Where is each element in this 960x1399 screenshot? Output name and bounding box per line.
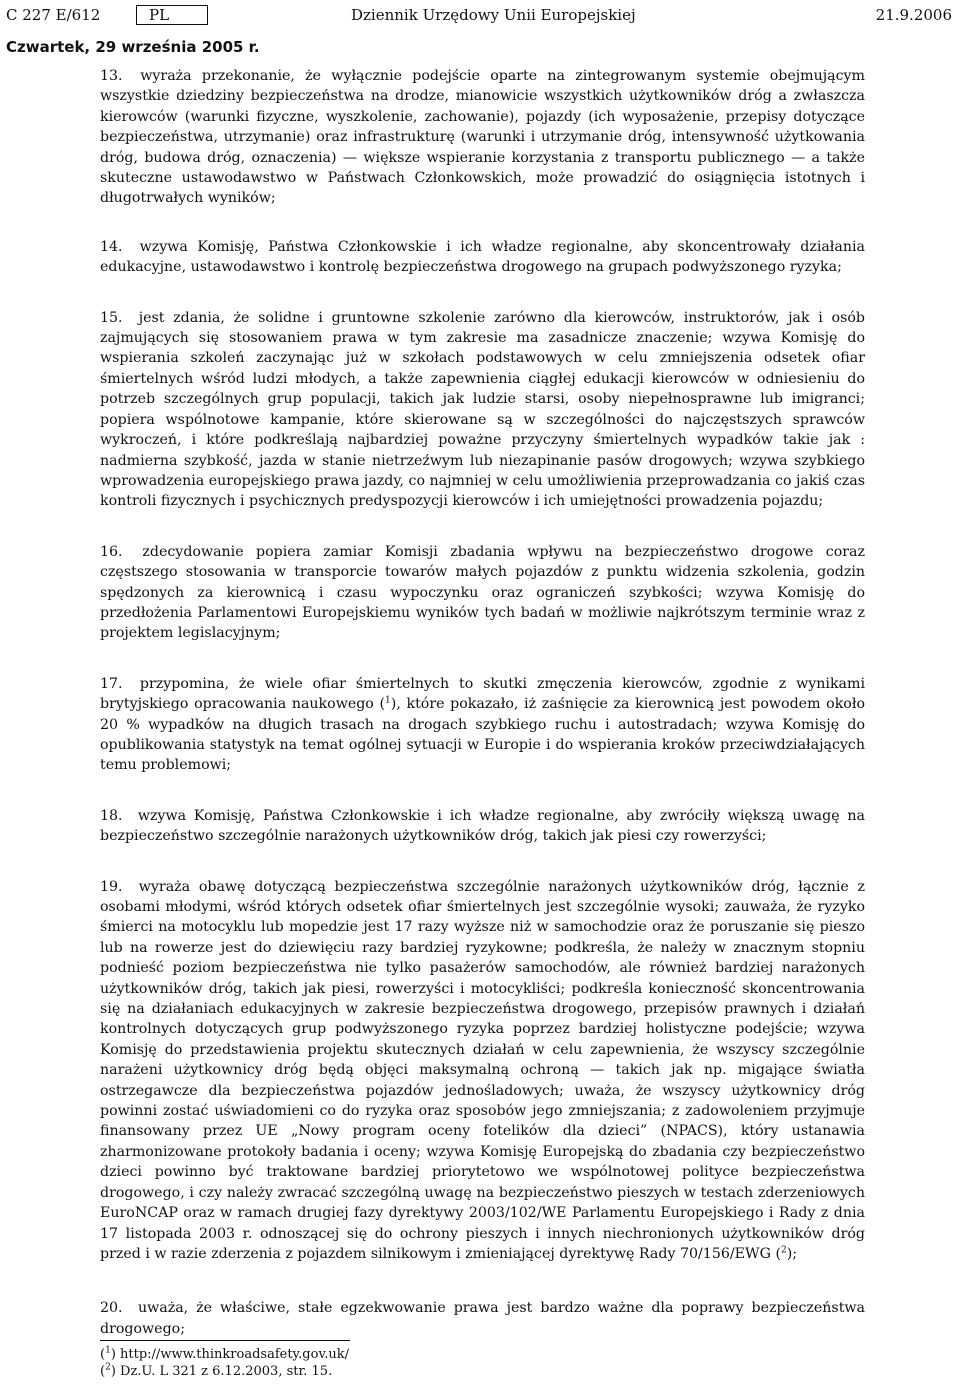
paragraph-text: jest zdania, że solidne i gruntowne szkolenie zarówno dla kierowców, instruktorów, jak i osób zajmujących się stosowaniem prawa w tym zakresie ma zasadnicze znaczenie; wzywa Komisję do wspierania szkoleń zaczynając już w szkołach podstawowych w celu zmniejszenia odsetek ofiar śmiertelnych wśród ludzi młodych, a także zapewnienia ciągłej edukacji kierowców w odniesieniu do potrzeb szczególnych grup populacji, takich jak ludzie starsi, osoby niepełnosprawne lub imigranci; popiera wspólnotowe kampanie, które skierowane są w szczególności do najczęstszych sprawców wykroczeń, i które podkreślają najbardziej poważne przyczyny śmiertelnych wypadków takie jak : nadmierna szybkość, jazda w stanie nietrzeźwym lub niezapinanie pasów drogowych; wzywa szybkiego wprowadzenia europejskiego prawa jazdy, co najmniej w celu umożliwienia przeprowadzania co jakiś czas kontroli fizycznych i psychicznych predyspozycji kierowców i ich umiejętności prowadzenia pojazdu; [100,309,866,510]
header-reference: C 227 E/612 [6,6,101,24]
footnote-reference[interactable]: 1 [385,695,391,706]
paragraph-18 [100,806,865,847]
paragraph-text-before: przypomina, że wiele ofiar śmiertelnych to skutki zmęczenia kierowców, zgodnie z wynikami brytyjskiego opracowania naukowego ( [100,675,865,713]
paragraph-number: 17. [100,675,123,692]
paragraph-text: wyraża przekonanie, że wyłącznie podejście oparte na zintegrowanym systemie obejmującym wszystkie dziedziny bezpieczeństwa na drodze, mianowicie wszystkich użytkowników dróg a zwłaszcza kierowców (warunki fizyczne, wyszkolenie, zachowanie), pojazdy (ich wyposażenie, przepisy dotyczące bezpieczeństwa, utrzymanie) oraz infrastrukturę (warunki i utrzymanie dróg, intensywność użytkowania dróg, budowa dróg, oznaczenia) — większe wspieranie korzystania z transportu publicznego — a także skuteczne ustawodawstwo w Państwach Członkowskich, może prowadzić do osiągnięcia istotnych i długotrwałych wyników; [100,68,865,207]
paragraph-number: 13. [100,68,123,84]
paragraph-13 [100,66,865,209]
paragraph-number: 16. [100,543,123,560]
paragraph-text: wzywa Komisję, Państwa Członkowskie i ich władze regionalne, aby zwróciły większą uwagę na bezpieczeństwo szczególnie narażonych użytkowników dróg, takich jak piesi czy rowerzyści; [100,807,865,845]
footnote-marker: 1 [105,1345,111,1356]
paragraph-text-after: ); [786,1245,798,1262]
footnote-1: ($^1$) http://www.thinkroadsafety.gov.uk/ [100,1345,350,1362]
footnote-reference[interactable]: 2 [780,1245,787,1256]
paragraph-16 [100,542,865,644]
paragraph-text: zdecydowanie popiera zamiar Komisji zbadania wpływu na bezpieczeństwo drogowe coraz częstszego stosowania w transporcie towarów małych pojazdów z punktu widzenia szkolenia, godzin spędzonych za kierownicą i czasu wypoczynku oraz ograniczeń szybkości; wzywa Komisję do przedłożenia Parlamentowi Europejskiemu wyników tych badań w możliwie najkrótszym terminie wraz z projektem legislacyjnym; [100,543,865,642]
paragraph-number: 19. [100,878,123,895]
paragraph-number: 20. [100,1300,123,1317]
header-journal-title: Dziennik Urzędowy Unii Europejskiej [351,6,636,24]
paragraph-19 [100,877,865,1265]
footnote-text: Dz.U. L 321 z 6.12.2003, str. 15. [120,1364,333,1379]
footnote-divider [100,1340,350,1341]
paragraph-number: 15. [100,309,123,326]
paragraph-number: 18. [100,807,123,824]
paragraph-20 [100,1298,865,1339]
paragraph-text-after: ), które pokazało, iż zaśnięcie za kierownicą jest powodem około 20 % wypadków na długich trasach na drogach szybkiego ruchu i autostradach; wzywa Komisję do opublikowania statystyk na temat ogólnej sytuacji w Europie i do wspierania kroków przeciwdziałających temu problemowi; [100,696,865,774]
page-header [6,2,952,28]
paragraph-text: wzywa Komisję, Państwa Członkowskie i ich władze regionalne, aby skoncentrowały działania edukacyjne, ustawodawstwo i kontrolę bezpieczeństwa drogowego na grupach podwyższonego ryzyka; [100,238,866,276]
paragraph-text-before: wyraża obawę dotyczącą bezpieczeństwa szczególnie narażonych użytkowników dróg, łącznie z osobami młodymi, wśród których odsetek ofiar śmiertelnych jest szczególnie wysoki; zauważa, że ryzyko śmierci na motocyklu lub mopedzie jest 17 razy wyższe niż w samochodzie oraz że poruszanie się pieszo lub na rowerze jest do dziewięciu razy bardziej ryzykowne; podkreśla, że należy w znacznym stopniu podnieść poziom bezpieczeństwa nie tylko pasażerów samochodów, ale również bardziej narażonych użytkowników dróg, takich jak piesi, rowerzyści i motocykliści; podkreśla konieczność skoncentrowania się na działaniach edukacyjnych w zakresie bezpieczeństwa drogowego, przepisów prawnych i działań kontrolnych dotyczących grup podwyższonego ryzyka poprzez bardziej holistyczne podejście; wzywa Komisję do przedstawienia projektu skutecznych działań w celu zapewnienia, że wszyscy szczególnie narażeni użytkownicy dróg będą objęci maksymalną ochroną — takich jak np. migające światła ostrzegawcze dla bezpieczeństwa pojazdów jednośladowych; uważa, że wszyscy użytkownicy dróg powinni zostać uświadomieni co do ryzyka oraz sposobów jego zmniejszania; z zadowoleniem przyjmuje finansowany przez UE „Nowy program oceny fotelików dla dzieci” (NPACS), który ustanawia zharmonizowane protokoły badania i oceny; wzywa Komisję Europejską do zbadania czy bezpieczeństwo dzieci powinno być traktowane bardziej priorytetowo we wspólnotowej polityce bezpieczeństwa drogowego, i czy należy zwracać szczególną uwagę na bezpieczeństwo pieszych w testach zderzeniowych EuroNCAP oraz w ramach drugiej fazy dyrektywy 2003/102/WE Parlamentu Europejskiego i Rady z dnia 17 listopada 2003 r. odnoszącej się do ochrony pieszych i innych niechronionych użytkowników dróg przed i w razie zderzenia z pojazdem silnikowym i zmieniającej dyrektywę Rady 70/156/EWG ( [100,878,866,1262]
header-date: 21.9.2006 [875,6,952,24]
document-body [100,66,865,1369]
header-language-box: PL [136,5,208,25]
paragraph-text: uważa, że właściwe, stałe egzekwowanie prawa jest bardzo ważne dla poprawy bezpieczeństwa drogowego; [100,1300,865,1337]
paragraph-14 [100,237,865,278]
footnote-marker: 2 [105,1362,111,1373]
paragraph-15 [100,308,865,512]
footnote-2: ($^2$) Dz.U. L 321 z 6.12.2003, str. 15. [100,1362,333,1379]
paragraph-number: 14. [100,238,123,255]
paragraph-17 [100,674,865,776]
footnotes [100,1346,600,1380]
footnote-link[interactable]: http://www.thinkroadsafety.gov.uk/ [120,1347,350,1362]
issue-date: Czwartek, 29 września 2005 r. [6,38,260,56]
